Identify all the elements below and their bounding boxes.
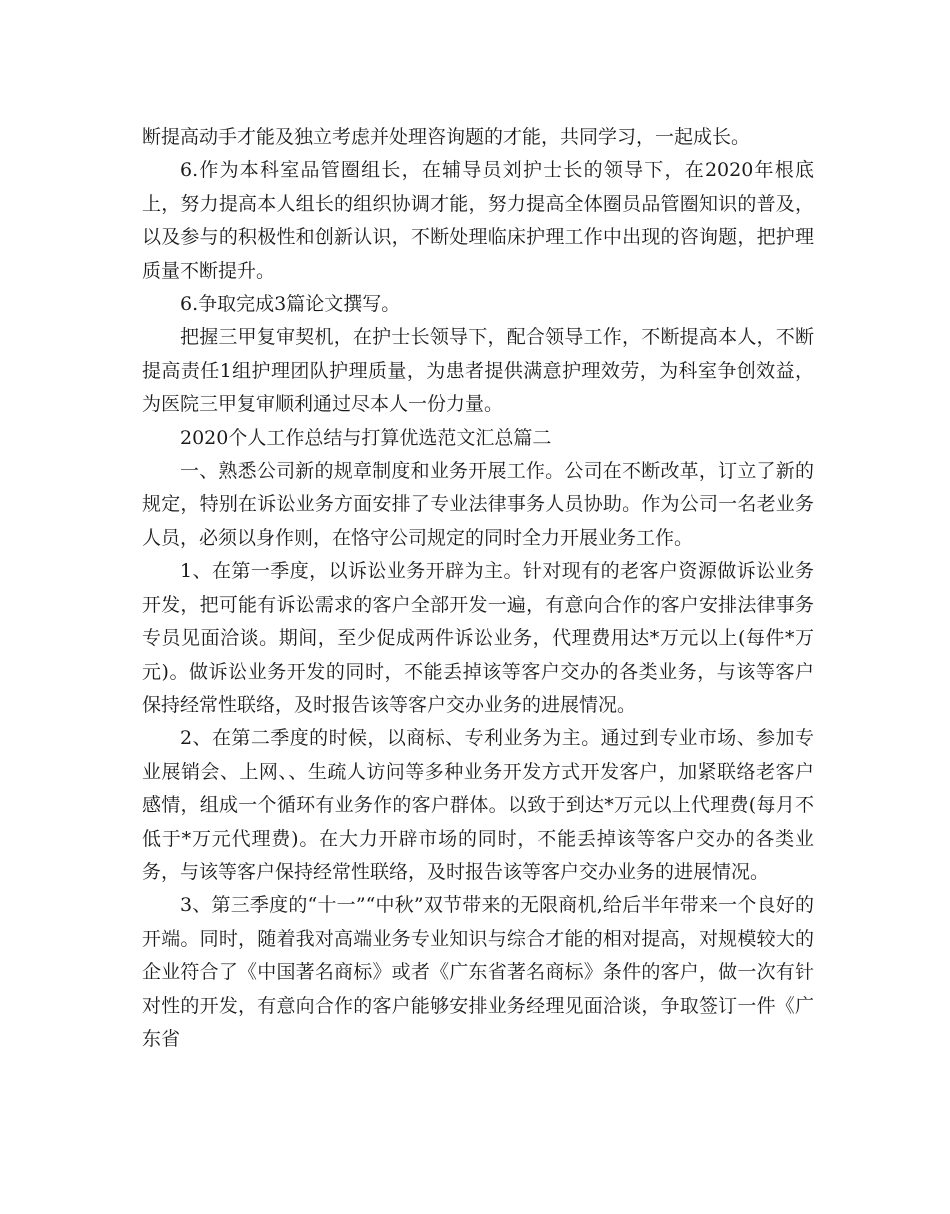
paragraph-quarter-three: 3、第三季度的“十一”“中秋”双节带来的无限商机,给后半年带来一个良好的开端。同时，随着我对高端业务专业知识与综合才能的相对提高，对规模较大的企业符合了《中国著名商标》或者《广东省著名商标》条件的客户，做一次有针对性的开发，有意向合作的客户能够安排业务经理见面洽谈，争取签订一件《广东省 xyxy=(142,894,814,1050)
paragraph-section-one: 一、熟悉公司新的规章制度和业务开展工作。公司在不断改革，订立了新的规定，特别在诉讼业务方面安排了专业法律事务人员协助。作为公司一名老业务人员，必须以身作则，在恪守公司规定的同时全力开展业务工作。 xyxy=(142,460,814,549)
paragraph-continuation: 断提高动手才能及独立考虑并处理咨询题的才能，共同学习，一起成长。 xyxy=(142,126,751,148)
section-heading: 2020个人工作总结与打算优选范文汇总篇二 xyxy=(180,426,552,449)
paragraph-review-opportunity: 把握三甲复审契机，在护士长领导下，配合领导工作，不断提高本人，不断提高责任1组护理团队护理质量，为患者提供满意护理效劳，为科室争创效益，为医院三甲复审顺利通过尽本人一份力量。 xyxy=(142,326,814,416)
document-body xyxy=(142,121,814,1056)
paragraph-item-6-quality-circle: 6.作为本科室品管圈组长，在辅导员刘护士长的领导下，在2020年根底上，努力提高本人组长的组织协调才能，努力提高全体圈员品管圈知识的普及，以及参与的积极性和创新认识，不断处理临床护理工作中出现的咨询题，把护理质量不断提升。 xyxy=(142,159,814,282)
paragraph-quarter-two: 2、在第二季度的时候，以商标、专利业务为主。通过到专业市场、参加专业展销会、上网、、生疏人访问等多种业务开发方式开发客户，加紧联络老客户感情，组成一个循环有业务作的客户群体。以致于到达*万元以上代理费(每月不低于*万元代理费)。在大力开辟市场的同时，不能丢掉该等客户交办的各类业务，与该等客户保持经常性联络，及时报告该等客户交办业务的进展情况。 xyxy=(142,727,814,883)
paragraph-quarter-one: 1、在第一季度，以诉讼业务开辟为主。针对现有的老客户资源做诉讼业务开发，把可能有诉讼需求的客户全部开发一遍，有意向合作的客户安排法律事务专员见面洽谈。期间，至少促成两件诉讼业务，代理费用达*万元以上(每件*万元)。做诉讼业务开发的同时，不能丢掉该等客户交办的各类业务，与该等客户保持经常性联络，及时报告该等客户交办业务的进展情况。 xyxy=(142,560,814,716)
paragraph-item-6-papers: 6.争取完成3篇论文撰写。 xyxy=(180,293,401,316)
